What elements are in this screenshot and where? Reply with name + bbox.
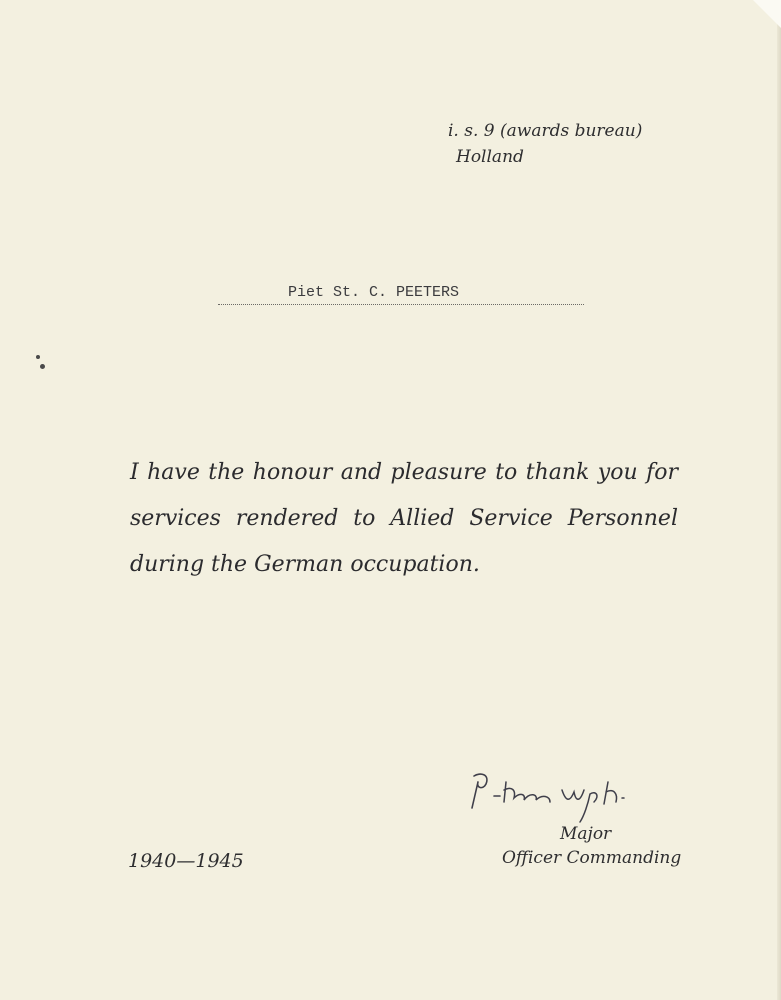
page-corner-fold [753,0,781,28]
page-edge [777,0,781,1000]
letterhead-country: Holland [456,147,524,167]
recipient-name-line [218,286,584,305]
handwritten-signature [466,768,666,828]
ink-speck [40,364,45,369]
letterhead [448,118,698,170]
ink-speck [36,355,40,359]
signatory-title: Officer Commanding [502,848,682,868]
signatory-rank: Major [560,824,612,844]
war-years: 1940—1945 [128,850,244,872]
thank-you-message: I have the honour and pleasure to thank you for services rendered to Allied Service Personnel during the German occupation. [130,460,678,577]
letterhead-organisation: i. s. 9 (awards bureau) [448,121,643,141]
recipient-name: Piet St. C. PEETERS [288,284,460,301]
